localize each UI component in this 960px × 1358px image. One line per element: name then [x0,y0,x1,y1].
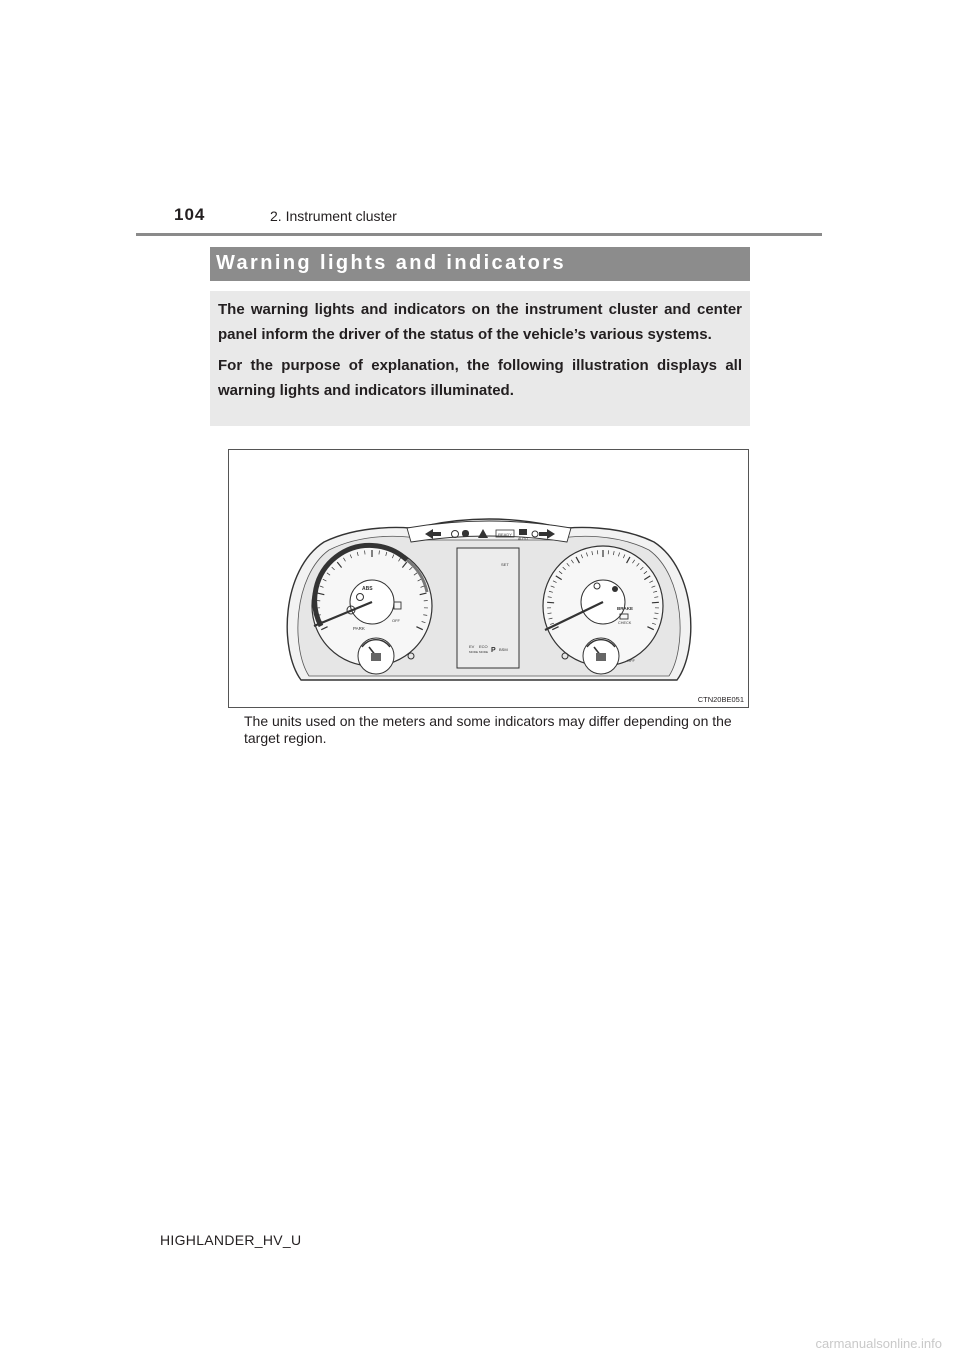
engine-temp-gauge-icon [358,638,394,674]
p-label: P [491,647,496,654]
fuel-gauge-icon [583,638,619,674]
intro-paragraph-2: For the purpose of explanation, the following illustration displays all warning lights and indicators illuminated. [218,357,742,399]
page-number: 104 [174,205,206,224]
figure-caption: The units used on the meters and some indicators may differ depending on the target region. [244,713,732,746]
off-right-label: OFF [627,658,635,663]
intro-box [210,291,750,426]
section-title-bar [210,247,750,281]
bsm-label: BSM [499,647,508,652]
brake-label: BRAKE [617,606,634,611]
check-label: CHECK [618,621,632,625]
section-header: 2. Instrument cluster [270,208,397,224]
airbag-icon [612,586,618,592]
footer-model-code: HIGHLANDER_HV_U [160,1232,302,1248]
ev-mode-label: MODE [469,650,478,654]
park-label: PARK [353,626,365,631]
auto-high-beam-icon [518,529,528,541]
multi-information-display [457,548,519,668]
instrument-cluster-figure [228,449,749,708]
watermark: carmanualsonline.info [815,1336,942,1351]
abs-label: ABS [362,586,373,592]
instrument-cluster-illustration [229,450,748,707]
header-rule [136,233,822,236]
cruise-set-icon [501,562,509,567]
set-label: SET [501,562,509,567]
eco-label: ECO [479,644,488,649]
ready-indicator-icon [496,530,514,537]
headlight-high-beam-icon [462,530,469,537]
ready-label: READY [498,532,512,537]
off-left-label: OFF [392,618,400,623]
auto-label: AUTO [518,537,528,541]
intro-paragraph-1: The warning lights and indicators on the instrument cluster and center panel inform the driver of the status of the vehicle’s various systems. [218,301,742,343]
section-title: Warning lights and indicators [216,252,566,274]
eco-mode-label: MODE [479,650,488,654]
figure-code: CTN20BE051 [697,695,744,704]
svg-text:!: ! [350,608,352,614]
ev-label: EV [469,644,475,649]
